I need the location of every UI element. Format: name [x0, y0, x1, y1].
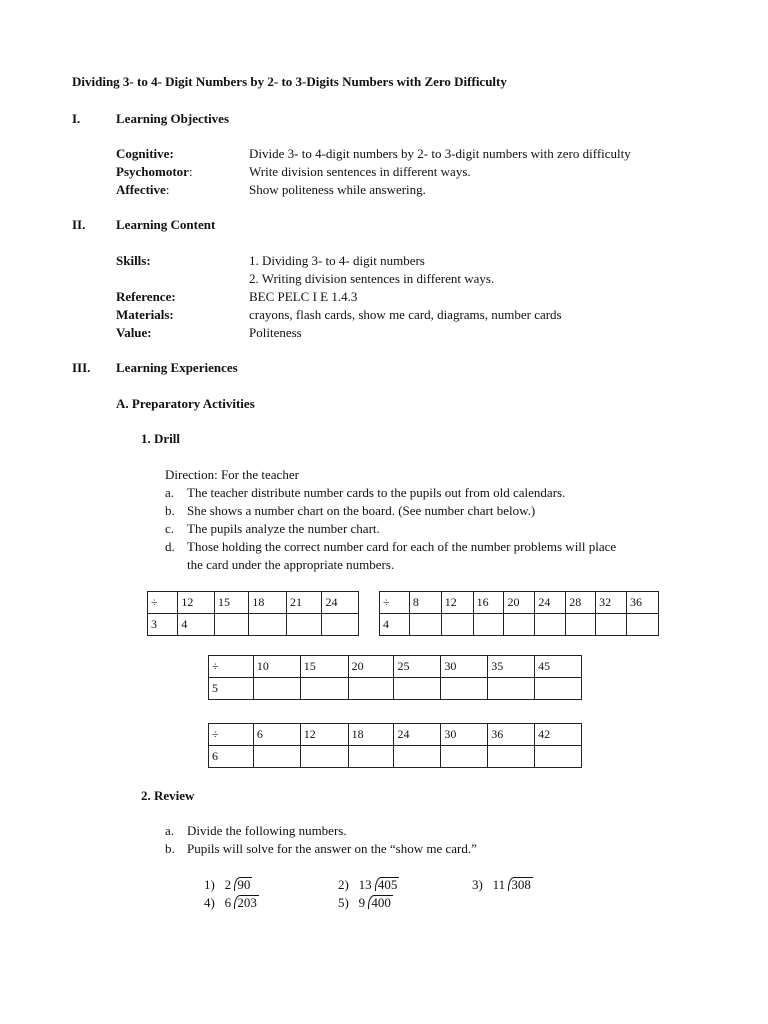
problem-number: 4)	[204, 895, 215, 910]
affective-text: Show politeness while answering.	[249, 182, 426, 197]
table-header-row	[380, 592, 659, 614]
materials-label: Materials:	[116, 307, 174, 322]
table-cell: 25	[394, 656, 441, 678]
table-cell	[348, 678, 394, 700]
table-cell: 45	[535, 656, 582, 678]
affective-colon: :	[165, 182, 170, 197]
psychomotor-colon: :	[188, 164, 193, 179]
table-cell: 36	[627, 592, 659, 614]
table-cell	[253, 678, 300, 700]
table-cell: 8	[409, 592, 441, 614]
table-cell	[535, 678, 582, 700]
materials-text: crayons, flash cards, show me card, diagrams, number cards	[249, 307, 562, 322]
affective-row	[116, 182, 169, 198]
problem-dividend: 400	[368, 895, 393, 909]
section-3-number: III.	[72, 360, 91, 375]
affective-label: Affective	[116, 182, 166, 197]
skill-item: 1. Dividing 3- to 4- digit numbers	[249, 253, 425, 268]
table-row	[148, 614, 359, 636]
table-cell: 24	[535, 592, 566, 614]
table-cell: 24	[394, 724, 441, 746]
value-label: Value:	[116, 325, 152, 340]
division-problem	[338, 877, 399, 893]
table-cell	[394, 746, 441, 768]
table-cell: 30	[441, 656, 488, 678]
skill-item: 2. Writing division sentences in different ways.	[249, 271, 495, 286]
table-cell: 16	[473, 592, 504, 614]
table-cell: 5	[209, 678, 254, 700]
table-cell: 12	[300, 724, 348, 746]
problem-dividend: 90	[234, 877, 252, 891]
table-row	[209, 678, 582, 700]
table-cell: 15	[214, 592, 248, 614]
review-heading: 2. Review	[141, 788, 195, 803]
reference-label: Reference:	[116, 289, 176, 304]
review-item-text: Divide the following numbers.	[187, 823, 347, 838]
drill-item-text: The pupils analyze the number chart.	[187, 521, 380, 536]
table-row	[209, 746, 582, 768]
division-problem	[204, 895, 259, 911]
section-2-number: II.	[72, 217, 86, 232]
table-header-row	[209, 724, 582, 746]
problem-number: 2)	[338, 877, 349, 892]
drill-item-text: She shows a number chart on the board. (See number chart below.)	[187, 503, 536, 518]
problem-dividend: 405	[375, 877, 400, 891]
table-cell	[214, 614, 248, 636]
table-cell: ÷	[209, 724, 254, 746]
problem-dividend: 308	[508, 877, 533, 891]
table-cell: 4	[178, 614, 215, 636]
table-cell	[504, 614, 535, 636]
table-cell: 15	[300, 656, 348, 678]
drill-item-letter: a.	[165, 485, 175, 500]
problem-divisor: 11	[492, 877, 506, 892]
drill-item-letter: c.	[165, 521, 175, 536]
table-row	[380, 614, 659, 636]
table-cell: 4	[380, 614, 410, 636]
table-cell: 28	[566, 592, 596, 614]
table-cell: 30	[441, 724, 488, 746]
table-header-row	[209, 656, 582, 678]
table-cell	[441, 678, 488, 700]
cognitive-label: Cognitive:	[116, 146, 174, 161]
table-cell	[300, 746, 348, 768]
drill-direction: Direction: For the teacher	[165, 467, 299, 482]
psychomotor-text: Write division sentences in different ways.	[249, 164, 471, 179]
problem-divisor: 2	[224, 877, 232, 892]
table-cell: 36	[488, 724, 535, 746]
table-cell	[300, 678, 348, 700]
table-cell	[488, 678, 535, 700]
section-3-title: Learning Experiences	[116, 360, 238, 375]
document-title: Dividing 3- to 4- Digit Numbers by 2- to 3-Digits Numbers with Zero Difficulty	[72, 74, 507, 89]
table-cell	[535, 614, 566, 636]
table-cell	[286, 614, 322, 636]
table-cell	[596, 614, 627, 636]
table-cell	[322, 614, 359, 636]
table-cell	[253, 746, 300, 768]
problem-dividend: 203	[234, 895, 259, 909]
table-cell	[441, 746, 488, 768]
number-chart-divide-by-4	[379, 591, 659, 636]
table-cell: 32	[596, 592, 627, 614]
section-1-title: Learning Objectives	[116, 111, 230, 126]
division-problem	[338, 895, 393, 911]
value-text: Politeness	[249, 325, 302, 340]
table-cell	[394, 678, 441, 700]
problem-divisor: 6	[224, 895, 232, 910]
problem-divisor: 9	[358, 895, 366, 910]
table-cell	[249, 614, 287, 636]
table-cell	[627, 614, 659, 636]
section-2-title: Learning Content	[116, 217, 216, 232]
table-cell: 20	[504, 592, 535, 614]
table-cell: 24	[322, 592, 359, 614]
table-cell	[348, 746, 394, 768]
division-problem	[204, 877, 252, 893]
table-cell: 3	[148, 614, 178, 636]
drill-heading: 1. Drill	[141, 431, 180, 446]
drill-item-text-continued: the card under the appropriate numbers.	[187, 557, 395, 572]
table-cell: 35	[488, 656, 535, 678]
psychomotor-label: Psychomotor	[116, 164, 189, 179]
drill-item-letter: d.	[165, 539, 175, 554]
table-cell: 21	[286, 592, 322, 614]
drill-item-letter: b.	[165, 503, 175, 518]
cognitive-text: Divide 3- to 4-digit numbers by 2- to 3-digit numbers with zero difficulty	[249, 146, 631, 161]
problem-number: 3)	[472, 877, 483, 892]
table-cell: ÷	[209, 656, 254, 678]
table-cell: 10	[253, 656, 300, 678]
psychomotor-row	[116, 164, 193, 180]
number-chart-divide-by-3	[147, 591, 359, 636]
table-cell: 18	[348, 724, 394, 746]
problem-number: 1)	[204, 877, 215, 892]
table-cell: 42	[535, 724, 582, 746]
skills-label: Skills:	[116, 253, 151, 268]
table-header-row	[148, 592, 359, 614]
table-cell: 12	[441, 592, 473, 614]
table-cell: ÷	[148, 592, 178, 614]
table-cell	[409, 614, 441, 636]
table-cell	[473, 614, 504, 636]
review-item-letter: a.	[165, 823, 175, 838]
table-cell: 6	[209, 746, 254, 768]
section-1-number: I.	[72, 111, 81, 126]
table-cell: 6	[253, 724, 300, 746]
table-cell	[535, 746, 582, 768]
table-cell	[488, 746, 535, 768]
drill-item-text: The teacher distribute number cards to the pupils out from old calendars.	[187, 485, 566, 500]
review-item-text: Pupils will solve for the answer on the “show me card.”	[187, 841, 477, 856]
table-cell	[441, 614, 473, 636]
review-item-letter: b.	[165, 841, 175, 856]
table-cell: ÷	[380, 592, 410, 614]
number-chart-divide-by-6	[208, 723, 582, 768]
drill-item-text: Those holding the correct number card for each of the number problems will place	[187, 539, 617, 554]
table-cell	[566, 614, 596, 636]
reference-text: BEC PELC I E 1.4.3	[249, 289, 358, 304]
division-problem	[472, 877, 533, 893]
table-cell: 20	[348, 656, 394, 678]
preparatory-activities-heading: A. Preparatory Activities	[116, 396, 255, 411]
number-chart-divide-by-5	[208, 655, 582, 700]
table-cell: 18	[249, 592, 287, 614]
table-cell: 12	[178, 592, 215, 614]
problem-number: 5)	[338, 895, 349, 910]
problem-divisor: 13	[358, 877, 372, 892]
